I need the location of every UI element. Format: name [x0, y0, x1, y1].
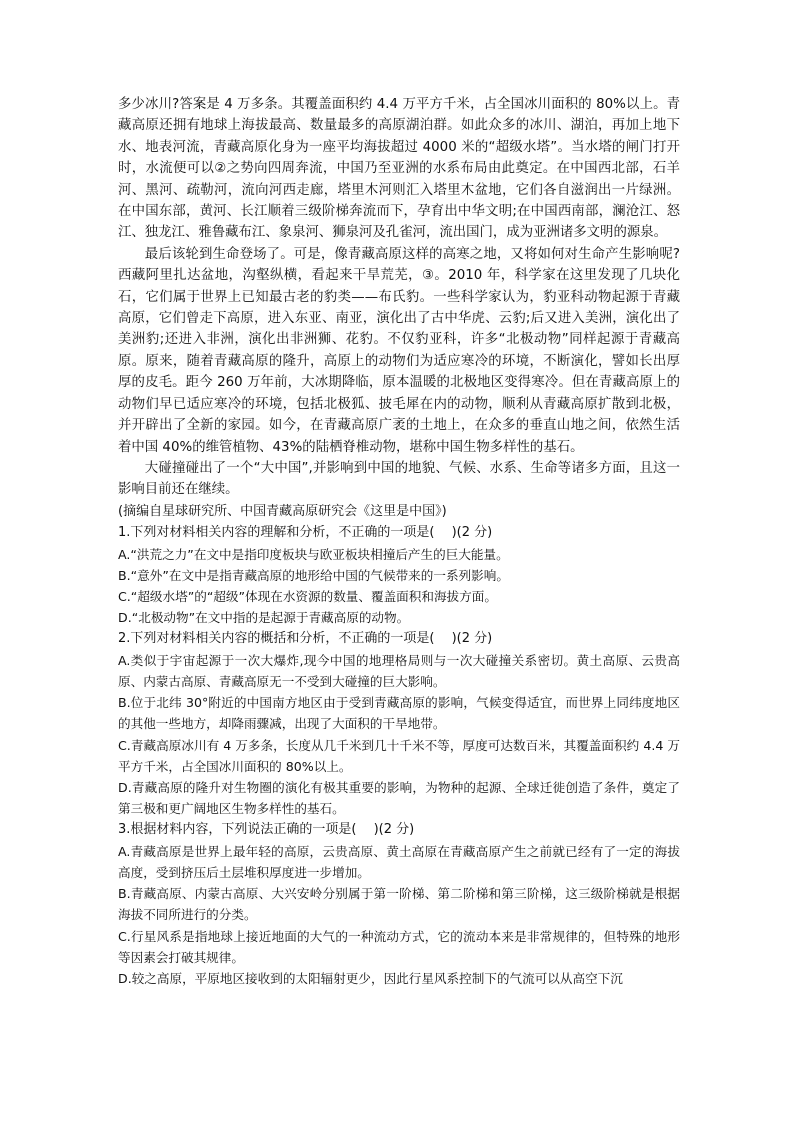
- passage-paragraph-2: 最后该轮到生命登场了。可是，像青藏高原这样的高寒之地，又将如何对生命产生影响呢?西藏阿里扎达盆地，沟壑纵横，看起来干旱荒芜，③。2010 年，科学家在这里发现了几块化石，它们属于世界上已知最古老的豹类——布氏豹。一些科学家认为，豹亚科动物起源于青藏高原，它们曾走下高原，进入东亚、南亚，演化出了古中华虎、云豹;后又进入美洲，演化出了美洲豹;还进入非洲，演化出非洲狮、花豹。不仅豹亚科，许多“北极动物”同样起源于青藏高原。原来，随着青藏高原的隆升，高原上的动物们为适应寒冷的环境，不断演化，譬如长出厚厚的皮毛。距今 260 万年前，大冰期降临，原本温暖的北极地区变得寒冷。但在青藏高原上的动物们早已适应寒冷的环境，包括北极狐、披毛犀在内的动物，顺利从青藏高原扩散到北极，并开辟出了全新的家园。如今，在青藏高原广袤的土地上，在众多的垂直山地之间，依然生活着中国 40%的维管植物、43%的陆栖脊椎动物，堪称中国生物多样性的基石。: [118, 246, 680, 455]
- option-c: C.“超级水塔”的“超级”体现在水资源的数量、覆盖面积和海拔方面。: [118, 588, 497, 604]
- option-b: B.“意外”在文中是指青藏高原的地形给中国的气候带来的一系列影响。: [118, 567, 509, 583]
- option-a: A.青藏高原是世界上最年轻的高原，云贵高原、黄土高原在青藏高原产生之前就已经有了一定的海拔高度，受到挤压后土层堆积厚度进一步增加。: [118, 843, 680, 880]
- option-b: B.青藏高原、内蒙古高原、大兴安岭分别属于第一阶梯、第二阶梯和第三阶梯，这三级阶梯就是根据海拔不同所进行的分类。: [118, 886, 680, 923]
- question-1: [118, 522, 680, 628]
- option-b: B.位于北纬 30°附近的中国南方地区由于受到青藏高原的影响，气候变得适宜，而世界上同纬度地区的其他一些地方，却降雨骤减，出现了大面积的干旱地带。: [118, 695, 680, 732]
- option-d: D.较之高原，平原地区接收到的太阳辐射更少，因此行星风系控制下的气流可以从高空下沉: [118, 971, 623, 986]
- option-c: C.行星风系是指地球上接近地面的大气的一种流动方式，它的流动本来是非常规律的，但特殊的地形等因素会打破其规律。: [118, 928, 680, 965]
- question-3: [118, 819, 680, 989]
- question-stem: 1.下列对材料相关内容的理解和分析，不正确的一项是( )(2 分): [118, 525, 493, 541]
- option-d: D.青藏高原的隆升对生物圈的演化有极其重要的影响，为物种的起源、全球迁徙创造了条件，奠定了第三极和更广阔地区生物多样性的基石。: [118, 779, 680, 817]
- passage-paragraph-3: 大碰撞碰出了一个“大中国”,并影响到中国的地貌、气候、水系、生命等诸多方面，且这一影响目前还在继续。: [118, 460, 680, 498]
- passage-source: (摘编自星球研究所、中国青藏高原研究会《这里是中国》): [118, 503, 447, 519]
- option-a: A.“洪荒之力”在文中是指印度板块与欧亚板块相撞后产生的巨大能量。: [118, 546, 509, 562]
- question-2: [118, 628, 680, 819]
- option-d: D.“北极动物”在文中指的是起源于青藏高原的动物。: [118, 610, 410, 626]
- document-page: [118, 94, 680, 989]
- option-c: C.青藏高原冰川有 4 万多条，长度从几千米到几十千米不等，厚度可达数百米，其覆盖面积约 4.4 万平方千米，占全国冰川面积的 80%以上。: [118, 737, 680, 774]
- question-stem: 3.根据材料内容，下列说法正确的一项是( )(2 分): [118, 822, 415, 838]
- passage-paragraph-1: 多少冰川?答案是 4 万多条。其覆盖面积约 4.4 万平方千米，占全国冰川面积的 80%以上。青藏高原还拥有地球上海拔最高、数量最多的高原湖泊群。如此众多的冰川、湖泊，再加上地下水、地表河流，青藏高原化身为一座平均海拔超过 4000 米的“超级水塔”。当水塔的闸门打开时，水流便可以②之势向四周奔流，中国乃至亚洲的水系布局由此奠定。在中国西北部，石羊河、黑河、疏勒河，流向河西走廊，塔里木河则汇入塔里木盆地，它们各自滋润出一片绿洲。在中国东部，黄河、长江顺着三级阶梯奔流而下，孕育出中华文明;在中国西南部，澜沧江、怒江、独龙江、雅鲁藏布江、象泉河、狮泉河及孔雀河，流出国门，成为亚洲诸多文明的源泉。: [118, 97, 680, 241]
- option-a: A.类似于宇宙起源于一次大爆炸,现今中国的地理格局则与一次大碰撞关系密切。黄土高原、云贵高原、内蒙古高原、青藏高原无一不受到大碰撞的巨大影响。: [118, 652, 680, 689]
- question-stem: 2.下列对材料相关内容的概括和分析，不正确的一项是( )(2 分): [118, 631, 493, 647]
